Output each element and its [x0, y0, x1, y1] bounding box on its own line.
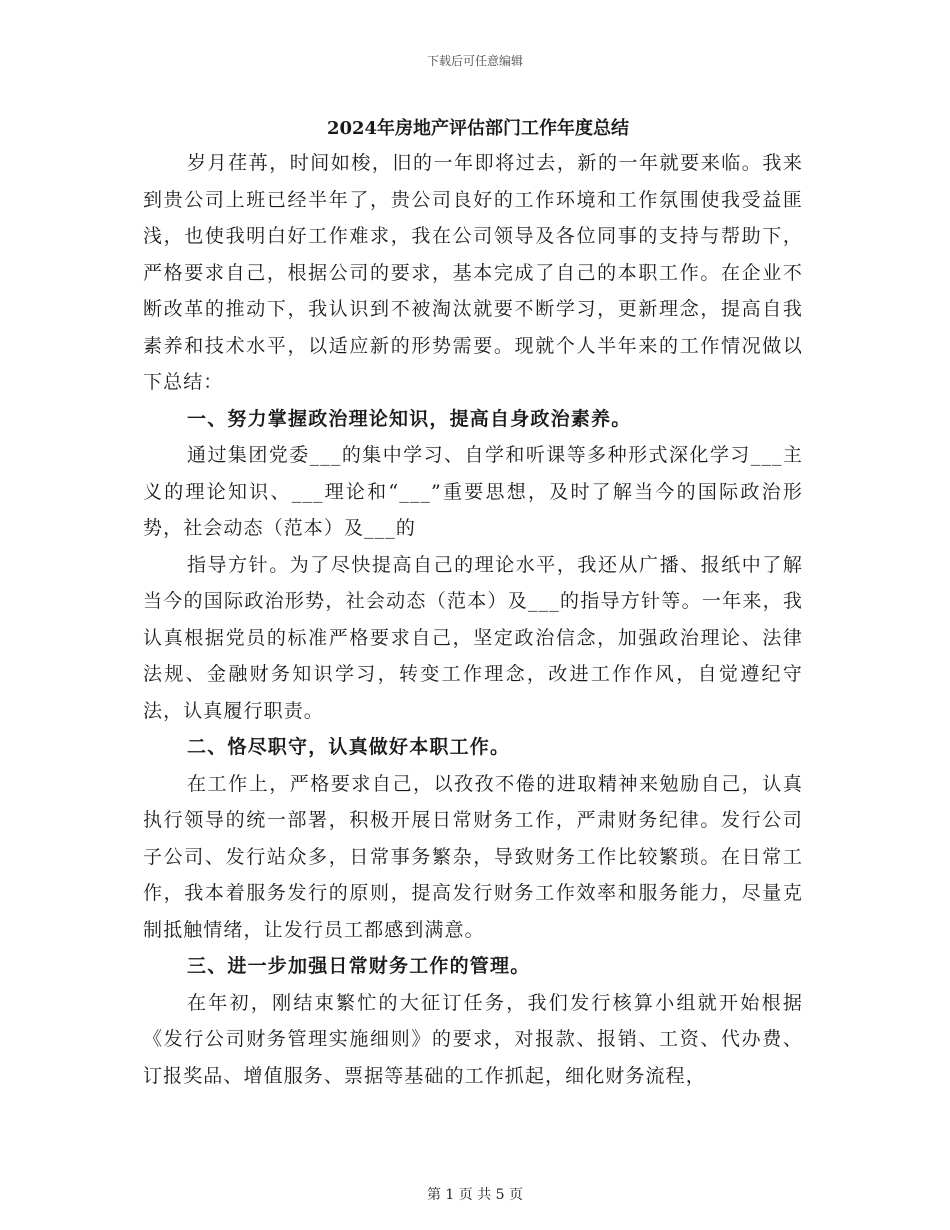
paragraph-3: 在年初，刚结束繁忙的大征订任务，我们发行核算小组就开始根据《发行公司财务管理实施细则》的要求，对报款、报销、工资、代办费、订报奖品、增值服务、票据等基础的工作抓起，细化财务流程，	[143, 991, 803, 1087]
section-heading-1: 一、努力掌握政治理论知识，提高自身政治素养。	[187, 407, 632, 430]
document-title: 2024年房地产评估部门工作年度总结	[326, 118, 630, 139]
paragraph-1b: 指导方针。为了尽快提高自己的理论水平，我还从广播、报纸中了解当今的国际政治形势，社会动态（范本）及___的指导方针等。一年来，我认真根据党员的标准严格要求自己，坚定政治信念，加强政治理论、法律法规、金融财务知识学习，转变工作理念，改进工作作风，自觉遵纪守法，认真履行职责。	[143, 553, 803, 722]
section-heading-2: 二、恪尽职守，认真做好本职工作。	[187, 736, 511, 758]
page-footer: 第 1 页 共 5 页	[426, 1187, 524, 1203]
paragraph-2: 在工作上，严格要求自己，以孜孜不倦的进取精神来勉励自己，认真执行领导的统一部署，积极开展日常财务工作，严肃财务纪律。发行公司子公司、发行站众多，日常事务繁杂，导致财务工作比较繁琐。在日常工作，我本着服务发行的原则，提高发行财务工作效率和服务能力，尽量克制抵触情绪，让发行员工都感到满意。	[143, 772, 803, 941]
paragraph-1a: 通过集团党委___的集中学习、自学和听课等多种形式深化学习___主义的理论知识、___理论和“___”重要思想，及时了解当今的国际政治形势，社会动态（范本）及___的	[143, 444, 803, 539]
document-body	[143, 113, 803, 1094]
section-heading-3: 三、进一步加强日常财务工作的管理。	[187, 955, 531, 977]
page-header: 下载后可任意编辑	[426, 54, 523, 68]
paragraph-intro: 岁月荏苒，时间如梭，旧的一年即将过去，新的一年就要来临。我来到贵公司上班已经半年了，贵公司良好的工作环境和工作氛围使我受益匪浅，也使我明白好工作难求，我在公司领导及各位同事的支持与帮助下，严格要求自己，根据公司的要求，基本完成了自己的本职工作。在企业不断改革的推动下，我认识到不被淘汰就要不断学习，更新理念，提高自我素养和技术水平，以适应新的形势需要。现就个人半年来的工作情况做以下总结：	[143, 152, 803, 393]
